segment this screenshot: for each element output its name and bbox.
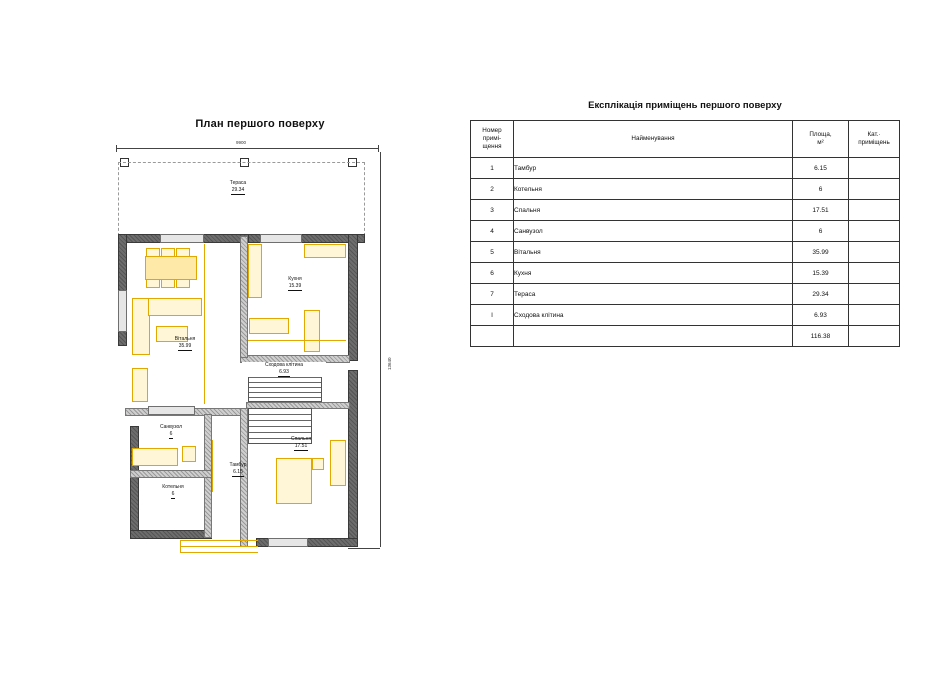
- furniture-chair: [161, 248, 175, 257]
- cell-number: 7: [471, 284, 514, 305]
- header-name: Найменування: [514, 121, 793, 158]
- room-schedule-table: [470, 120, 900, 347]
- floor-plan: [108, 140, 393, 560]
- furniture-kitchen-island: [249, 318, 289, 334]
- furniture-nightstand: [312, 458, 324, 470]
- terrace-outline: [118, 162, 365, 236]
- furniture-chair: [146, 248, 160, 257]
- furniture-bathtub: [132, 448, 178, 466]
- room-name: Вітальня: [174, 336, 196, 342]
- cell-area: 6.15: [793, 158, 849, 179]
- furniture-chair: [161, 279, 175, 288]
- room-area: 35.99: [178, 343, 192, 349]
- furniture-kitchen-sofa: [304, 310, 320, 352]
- cell-category: [849, 305, 900, 326]
- furniture-outline-line: [204, 244, 205, 404]
- exterior-wall-right-lower: [348, 370, 358, 547]
- header-number: [471, 121, 514, 158]
- cell-area: 15.39: [793, 263, 849, 284]
- entry-step-line: [180, 552, 258, 553]
- cell-category: [849, 179, 900, 200]
- furniture-tv-unit: [132, 368, 148, 402]
- room-name: Санвузол: [159, 424, 183, 430]
- room-area: 6: [171, 491, 175, 497]
- entry-step-line: [180, 546, 258, 547]
- cell-category: [849, 221, 900, 242]
- table-row: [471, 221, 900, 242]
- furniture-chair: [146, 279, 160, 288]
- cell-number: 5: [471, 242, 514, 263]
- furniture-outline-line: [248, 340, 346, 341]
- plan-title: План першого поверху: [195, 118, 325, 130]
- dimension-tick: [116, 145, 117, 152]
- dimension-label-top: 9900: [236, 140, 247, 145]
- cell-category: [849, 242, 900, 263]
- furniture-sofa-section: [148, 298, 202, 316]
- room-area: 6: [169, 431, 173, 437]
- entry-step-line: [180, 540, 181, 553]
- table-total-row: [471, 326, 900, 347]
- room-area: 15.39: [288, 283, 302, 289]
- room-label-vestibule: [208, 462, 268, 477]
- header-number-l3: щення: [482, 143, 502, 150]
- dimension-label-right: 13640: [387, 357, 392, 370]
- furniture-chair: [176, 279, 190, 288]
- dimension-line-right: [380, 152, 381, 547]
- room-name: Тераса: [229, 180, 247, 186]
- table-row: [471, 179, 900, 200]
- header-number-l1: Номер: [482, 127, 502, 134]
- room-name: Тамбур: [229, 462, 247, 468]
- window-bottom-1: [148, 406, 195, 415]
- furniture-bed: [276, 458, 312, 504]
- furniture-kitchen-counter-2: [304, 244, 346, 258]
- cell-name: [514, 326, 793, 347]
- room-label-staircase: [242, 362, 326, 377]
- table-row: [471, 263, 900, 284]
- table-row: [471, 284, 900, 305]
- room-area: 17.51: [294, 443, 308, 449]
- cell-area: 6.93: [793, 305, 849, 326]
- cell-number: 1: [471, 158, 514, 179]
- window-top-1: [160, 234, 204, 243]
- exterior-wall-right: [348, 234, 358, 361]
- cell-number: 4: [471, 221, 514, 242]
- dimension-tick: [378, 145, 379, 152]
- room-name: Котельня: [162, 484, 184, 490]
- table-title: Експлікація приміщень першого поверху: [588, 100, 782, 111]
- table-row: [471, 305, 900, 326]
- furniture-chair: [176, 248, 190, 257]
- interior-wall-vertical-1: [240, 236, 248, 358]
- cell-name: Котельня: [514, 179, 793, 200]
- cell-category: [849, 200, 900, 221]
- cell-area: 35.99: [793, 242, 849, 263]
- cell-area: 17.51: [793, 200, 849, 221]
- cell-area: 6: [793, 179, 849, 200]
- entry-step-line: [180, 540, 258, 541]
- cell-name: Спальня: [514, 200, 793, 221]
- furniture-toilet: [182, 446, 196, 462]
- cell-number: I: [471, 305, 514, 326]
- window-left: [118, 290, 127, 332]
- header-category-l2: приміщень: [858, 139, 890, 146]
- dimension-line-top: [116, 148, 378, 149]
- room-name: Сходова клітина: [264, 362, 304, 368]
- table-row: [471, 242, 900, 263]
- cell-name: Тамбур: [514, 158, 793, 179]
- header-area-l2: м²: [817, 139, 824, 146]
- cell-name: Сходова клітина: [514, 305, 793, 326]
- header-category-l1: Кат.·: [867, 131, 881, 138]
- cell-category: [849, 263, 900, 284]
- room-label-living: [150, 336, 220, 351]
- header-area: [793, 121, 849, 158]
- table-row: [471, 200, 900, 221]
- cell-name: Кухня: [514, 263, 793, 284]
- cell-number: 3: [471, 200, 514, 221]
- room-area: 6.15: [233, 469, 243, 475]
- cell-name: Санвузол: [514, 221, 793, 242]
- room-label-bathroom: [136, 424, 206, 439]
- interior-wall-vertical-2: [240, 408, 248, 547]
- interior-wall-horizontal-3: [130, 470, 212, 478]
- cell-number: [471, 326, 514, 347]
- cell-category: [849, 158, 900, 179]
- exterior-wall-bottom-left: [130, 530, 212, 539]
- room-label-terrace: [198, 180, 278, 195]
- room-label-bedroom: [266, 436, 336, 451]
- cell-name: Тераса: [514, 284, 793, 305]
- dimension-line-bottom: [348, 548, 380, 549]
- room-label-kitchen: [260, 276, 330, 291]
- table-header-row: [471, 121, 900, 158]
- room-label-boiler: [138, 484, 208, 499]
- cell-total-area: 116.38: [793, 326, 849, 347]
- cell-area: 6: [793, 221, 849, 242]
- cell-category: [849, 284, 900, 305]
- window-top-2: [260, 234, 302, 243]
- cell-name: Вітальня: [514, 242, 793, 263]
- header-category: [849, 121, 900, 158]
- room-area: 29.34: [231, 187, 245, 193]
- furniture-dining-table: [145, 256, 197, 280]
- header-area-l1: Площа,: [809, 131, 832, 138]
- cell-area: 29.34: [793, 284, 849, 305]
- table-row: [471, 158, 900, 179]
- cell-category: [849, 326, 900, 347]
- cell-number: 6: [471, 263, 514, 284]
- room-name: Спальня: [290, 436, 312, 442]
- exterior-wall-left-lower: [130, 426, 139, 538]
- room-name: Кухня: [288, 276, 302, 282]
- room-area: 6.93: [279, 369, 289, 375]
- window-bottom-2: [268, 538, 308, 547]
- cell-number: 2: [471, 179, 514, 200]
- header-number-l2: примі-: [482, 135, 502, 142]
